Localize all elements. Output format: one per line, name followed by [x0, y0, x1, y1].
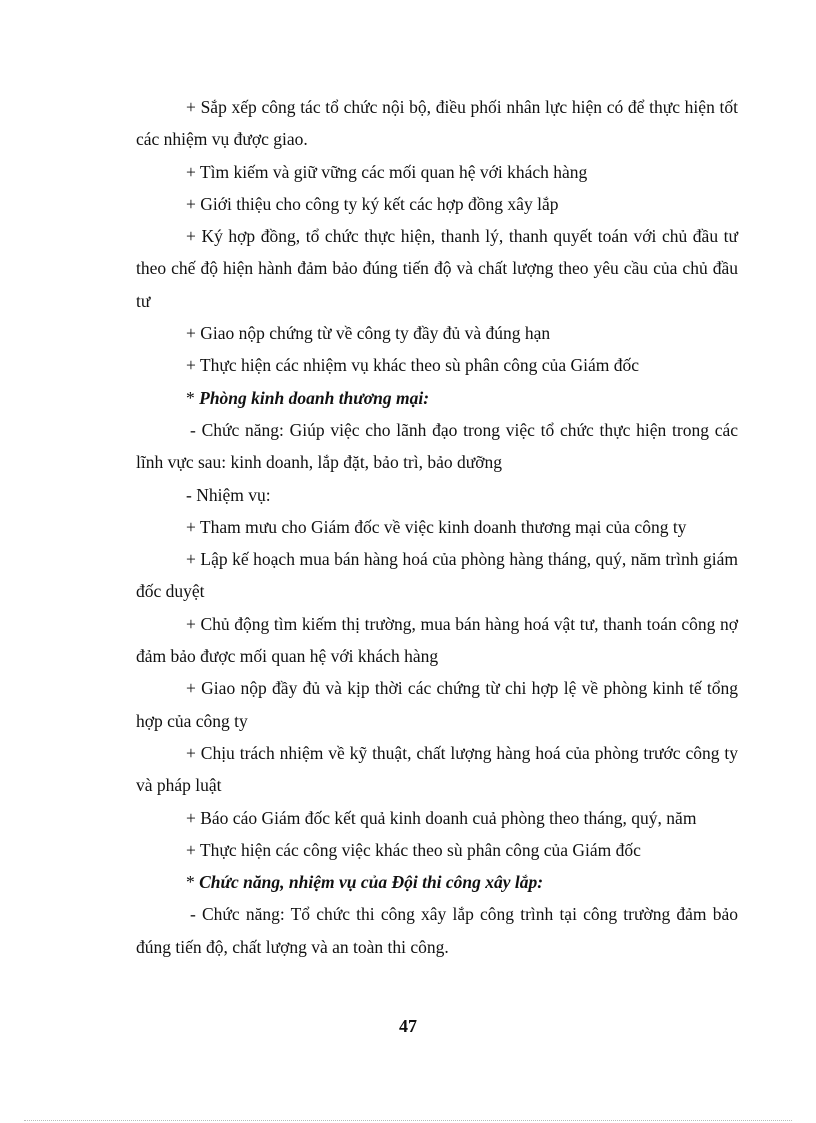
paragraph-duty-plan: + Lập kế hoạch mua bán hàng hoá của phòng hàng tháng, quý, năm trình giám đốc duyệt [136, 549, 738, 602]
section-heading-trade-department [136, 382, 738, 414]
paragraph-duty-responsibility: + Chịu trách nhiệm về kỹ thuật, chất lượng hàng hoá của phòng trước công ty và pháp luật [136, 742, 738, 796]
section-heading-construction-team [136, 866, 738, 898]
paragraph-task-customers: + Tìm kiếm và giữ vững các mối quan hệ với khách hàng [186, 161, 588, 182]
page-bottom-divider [24, 1120, 792, 1121]
paragraph-duties-label: - Nhiệm vụ: [186, 484, 271, 505]
paragraph-duty-other: + Thực hiện các công việc khác theo sù phân công của Giám đốc [186, 839, 641, 860]
paragraph-task-documents: + Giao nộp chứng từ về công ty đầy đủ và đúng hạn [186, 323, 551, 344]
paragraph-duty-advise: + Tham mưu cho Giám đốc về việc kinh doanh thương mại của công ty [186, 516, 687, 537]
heading-star: * [186, 872, 200, 893]
paragraph-task-contracts-sign: + Ký hợp đồng, tổ chức thực hiện, thanh lý, thanh quyết toán với chủ đầu tư theo chế độ hiện hành đảm bảo đúng tiến độ và chất lượng theo yêu cầu của chủ đầu tư [136, 226, 738, 311]
heading-text: Chức năng, nhiệm vụ của Đội thi công xây lắp: [199, 872, 544, 893]
page-body [136, 91, 738, 963]
paragraph-task-other: + Thực hiện các nhiệm vụ khác theo sù phân công của Giám đốc [186, 355, 639, 376]
paragraph-duty-documents: + Giao nộp đầy đủ và kịp thời các chứng từ chi hợp lệ về phòng kinh tế tổng hợp của công ty [136, 678, 738, 731]
paragraph-duty-report: + Báo cáo Giám đốc kết quả kinh doanh cuả phòng theo tháng, quý, năm [186, 807, 697, 828]
heading-star: * [186, 387, 200, 408]
paragraph-function-trade: - Chức năng: Giúp việc cho lãnh đạo trong việc tổ chức thực hiện trong các lĩnh vực sau: kinh doanh, lắp đặt, bảo trì, bảo dưỡng [136, 419, 738, 473]
paragraph-task-contracts-intro: + Giới thiệu cho công ty ký kết các hợp đồng xây lắp [186, 193, 559, 214]
paragraph-duty-market: + Chủ động tìm kiếm thị trường, mua bán hàng hoá vật tư, thanh toán công nợ đảm bảo được mối quan hệ với khách hàng [136, 613, 738, 667]
heading-text: Phòng kinh doanh thương mại: [199, 387, 430, 408]
paragraph-function-construction: - Chức năng: Tổ chức thi công xây lắp công trình tại công trường đảm bảo đúng tiến độ, chất lượng và an toàn thi công. [136, 904, 738, 957]
page-number: 47 [399, 1016, 417, 1036]
paragraph-task-organize: + Sắp xếp công tác tổ chức nội bộ, điều phối nhân lực hiện có để thực hiện tốt các nhiệm vụ được giao. [136, 97, 738, 150]
